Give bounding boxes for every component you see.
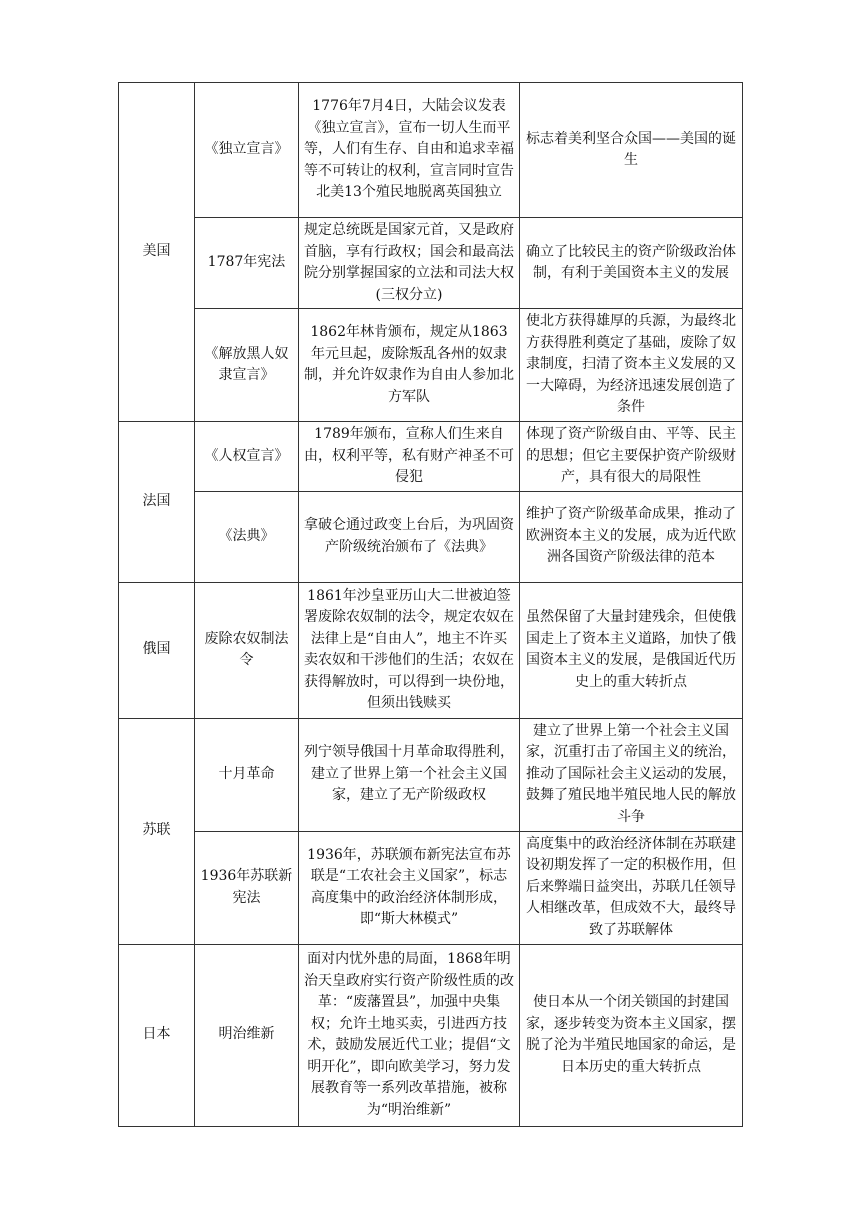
event-cell: 1787年宪法 bbox=[195, 218, 299, 309]
content-cell: 1936年，苏联颁布新宪法宣布苏联是“工农社会主义国家”，标志高度集中的政治经济体制形成，即“斯大林模式” bbox=[299, 831, 520, 944]
table-row bbox=[119, 422, 743, 492]
history-reform-table bbox=[118, 82, 743, 1127]
impact-cell: 建立了世界上第一个社会主义国家，沉重打击了帝国主义的统治，推动了国际社会主义运动的发展，鼓舞了殖民地半殖民地人民的解放斗争 bbox=[520, 718, 743, 831]
content-cell: 规定总统既是国家元首，又是政府首脑，享有行政权；国会和最高法院分别掌握国家的立法和司法大权(三权分立) bbox=[299, 218, 520, 309]
country-cell: 美国 bbox=[119, 83, 195, 422]
event-cell: 明治维新 bbox=[195, 944, 299, 1126]
table-row bbox=[119, 944, 743, 1126]
event-cell: 《解放黑人奴隶宣言》 bbox=[195, 309, 299, 422]
impact-cell: 维护了资产阶级革命成果，推动了欧洲资本主义的发展，成为近代欧洲各国资产阶级法律的范本 bbox=[520, 491, 743, 582]
content-cell: 1776年7月4日，大陆会议发表《独立宣言》，宣布一切人生而平等，人们有生存、自由和追求幸福等不可转让的权利，宣言同时宣告北美13个殖民地脱离英国独立 bbox=[299, 83, 520, 218]
content-cell: 1862年林肯颁布，规定从1863年元旦起，废除叛乱各州的奴隶制，并允许奴隶作为自由人参加北方军队 bbox=[299, 309, 520, 422]
content-cell: 面对内忧外患的局面，1868年明治天皇政府实行资产阶级性质的改革：“废藩置县”，加强中央集权；允许土地买卖，引进西方技术，鼓励发展近代工业；提倡“文明开化”，即向欧美学习，努力发展教育等一系列改革措施，被称为“明治维新” bbox=[299, 944, 520, 1126]
event-cell: 《法典》 bbox=[195, 491, 299, 582]
country-cell: 法国 bbox=[119, 422, 195, 583]
event-cell: 废除农奴制法令 bbox=[195, 582, 299, 718]
event-cell: 1936年苏联新宪法 bbox=[195, 831, 299, 944]
table-row bbox=[119, 831, 743, 944]
impact-cell: 确立了比较民主的资产阶级政治体制，有利于美国资本主义的发展 bbox=[520, 218, 743, 309]
content-cell: 列宁领导俄国十月革命取得胜利，建立了世界上第一个社会主义国家，建立了无产阶级政权 bbox=[299, 718, 520, 831]
impact-cell: 虽然保留了大量封建残余，但使俄国走上了资本主义道路，加快了俄国资本主义的发展，是俄国近代历史上的重大转折点 bbox=[520, 582, 743, 718]
content-cell: 1789年颁布，宣称人们生来自由，权利平等，私有财产神圣不可侵犯 bbox=[299, 422, 520, 492]
table-row bbox=[119, 218, 743, 309]
table-row bbox=[119, 309, 743, 422]
country-cell: 日本 bbox=[119, 944, 195, 1126]
content-cell: 1861年沙皇亚历山大二世被迫签署废除农奴制的法令，规定农奴在法律上是“自由人”，地主不许买卖农奴和干涉他们的生活；农奴在获得解放时，可以得到一块份地，但须出钱赎买 bbox=[299, 582, 520, 718]
impact-cell: 高度集中的政治经济体制在苏联建设初期发挥了一定的积极作用，但后来弊端日益突出，苏联几任领导人相继改革，但成效不大，最终导致了苏联解体 bbox=[520, 831, 743, 944]
impact-cell: 体现了资产阶级自由、平等、民主的思想；但它主要保护资产阶级财产，具有很大的局限性 bbox=[520, 422, 743, 492]
impact-cell: 使日本从一个闭关锁国的封建国家，逐步转变为资本主义国家，摆脱了沦为半殖民地国家的命运，是日本历史的重大转折点 bbox=[520, 944, 743, 1126]
table-row bbox=[119, 718, 743, 831]
content-cell: 拿破仑通过政变上台后，为巩固资产阶级统治颁布了《法典》 bbox=[299, 491, 520, 582]
table-row bbox=[119, 582, 743, 718]
table-row bbox=[119, 83, 743, 218]
event-cell: 《独立宣言》 bbox=[195, 83, 299, 218]
table-row bbox=[119, 491, 743, 582]
event-cell: 十月革命 bbox=[195, 718, 299, 831]
country-cell: 俄国 bbox=[119, 582, 195, 718]
impact-cell: 使北方获得雄厚的兵源，为最终北方获得胜利奠定了基础，废除了奴隶制度，扫清了资本主义发展的又一大障碍，为经济迅速发展创造了条件 bbox=[520, 309, 743, 422]
impact-cell: 标志着美利坚合众国——美国的诞生 bbox=[520, 83, 743, 218]
event-cell: 《人权宣言》 bbox=[195, 422, 299, 492]
country-cell: 苏联 bbox=[119, 718, 195, 944]
